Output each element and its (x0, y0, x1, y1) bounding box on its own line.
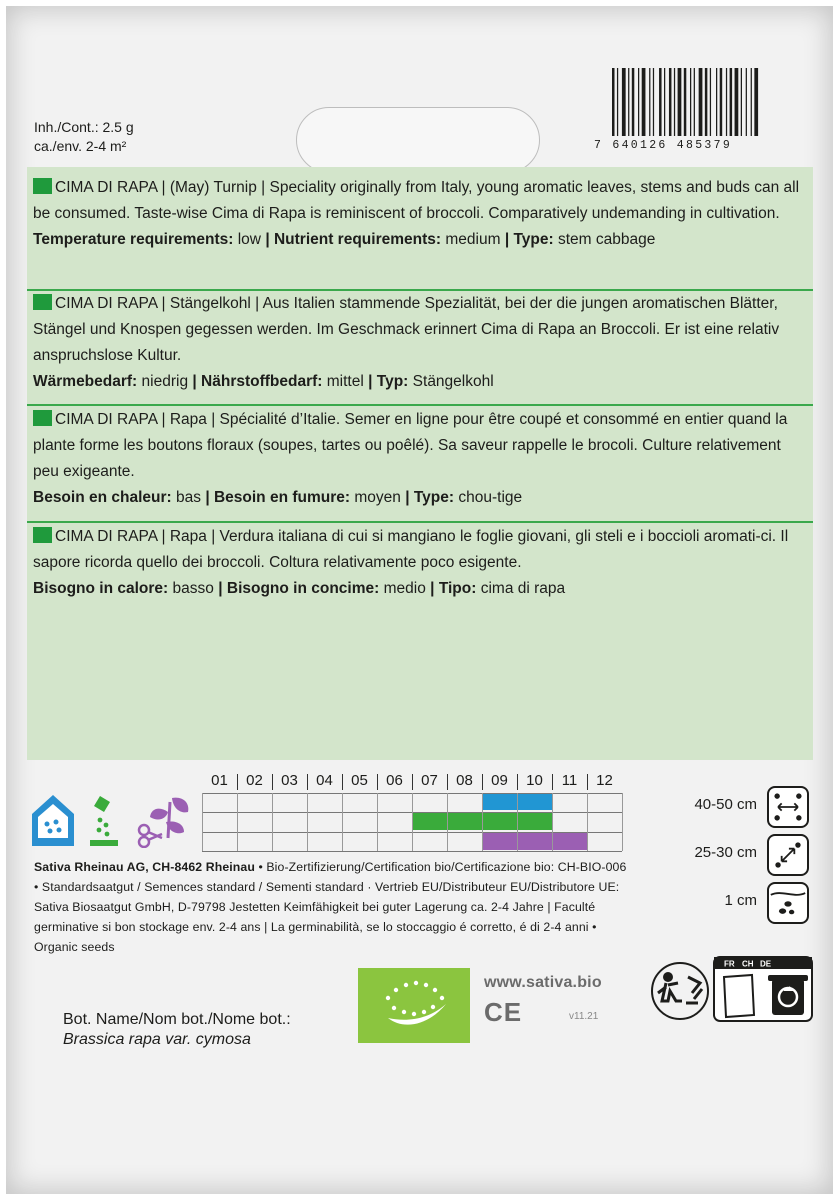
contents-weight: Inh./Cont.: 2.5 g (34, 119, 134, 135)
attr-value: Stängelkohl (412, 373, 494, 390)
section-divider (27, 521, 813, 523)
attr-label: Besoin en chaleur: (33, 489, 172, 506)
calendar-column-line (622, 793, 623, 851)
barcode-bar (638, 68, 639, 136)
version-label: v11.21 (569, 1011, 599, 1022)
triman-icon (652, 963, 708, 1019)
attr-value: low (237, 231, 261, 248)
attr-value: stem cabbage (558, 231, 656, 248)
barcode-bar (741, 68, 742, 136)
month-separator (237, 774, 238, 790)
barcode-bar (690, 68, 691, 136)
legal-body: • Bio-Zertifizierung/Certification bio/Certificazione bio: CH-BIO-006 • Standardsaatgut / Semences standard / Sementi standard · Vertrieb EU/Distributeur EU/Distributore UE: Sativa Biosaatgut GmbH, D-79798 Jestetten Keimfähigkeit bei guter Lagerung ca. 2-4 Jahre | Faculté germinative si bon stockage env. 2-4 ans | La germinabilità, se lo stoccaggio é corretto, é di 2-4 anni • Organic seeds (34, 860, 627, 954)
month-separator (307, 774, 308, 790)
barcode-bar (754, 68, 758, 136)
row-spacing (629, 786, 809, 826)
barcode-bar (699, 68, 703, 136)
barcode-bar (632, 68, 635, 136)
section-body: CIMA DI RAPA | (May) Turnip | Speciality originally from Italy, young aromatic leaves, stems and buds can all be consumed. Taste-wise Cima di Rapa is reminiscent of broccoli. Comparatively undemanding in cultivation. (33, 179, 800, 222)
section-body: CIMA DI RAPA | Rapa | Spécialité d’Italie. Semer en ligne pour être coupé et consommé en entier quand la plante forme les boutons floraux (soupes, tartes ou poêlé). Sa saveur rappelle le brocoli. Culture relativement peu exigeante. (33, 411, 788, 480)
contents-info (34, 118, 134, 156)
harvest-scissors-icon (139, 798, 188, 847)
attr-value: niedrig (141, 373, 189, 390)
month-separator (342, 774, 343, 790)
plant-spacing-icon (767, 834, 809, 876)
green-square-icon (33, 410, 52, 426)
section-italian (33, 524, 807, 602)
barcode-bar (710, 68, 711, 136)
barcode-bar (622, 68, 626, 136)
barcode-bar (694, 68, 695, 136)
calendar-column-line (202, 793, 203, 851)
sowing-depth-value: 1 cm (724, 892, 757, 909)
barcode-bar (735, 68, 739, 136)
barcode-bar (705, 68, 708, 136)
website-link[interactable]: www.sativa.bio (484, 974, 602, 991)
green-square-icon (33, 527, 52, 543)
calendar-column-line (377, 793, 378, 851)
barcode-bar (674, 68, 675, 136)
month-separator (272, 774, 273, 790)
barcode-bar (653, 68, 654, 136)
barcode-bar (730, 68, 733, 136)
calendar-column-line (412, 793, 413, 851)
recycle-bin-icon (768, 975, 808, 1015)
section-attributes: Besoin en chaleur: bas | Besoin en fumure: moyen | Type: chou-tige (33, 489, 523, 506)
barcode-digits: 7 640126 485379 (594, 139, 794, 152)
calendar-column-line (447, 793, 448, 851)
section-body: CIMA DI RAPA | Rapa | Verdura italiana di cui si mangiano le foglie giovani, gli steli e i boccioli aromati-ci. Il sapore ricorda quello dei broccoli. Coltura relativamente poco esigente. (33, 528, 789, 571)
section-french (33, 407, 807, 511)
harvest-bar (482, 833, 587, 850)
barcode-bar (659, 68, 662, 136)
month-separator (587, 774, 588, 790)
barcode-bar (678, 68, 682, 136)
month-label: 01 (211, 772, 228, 789)
barcode-bar (617, 68, 618, 136)
month-separator (412, 774, 413, 790)
green-square-icon (33, 178, 52, 194)
month-separator (482, 774, 483, 790)
row-spacing-icon (767, 786, 809, 828)
month-label: 04 (316, 772, 333, 789)
barcode-bar (628, 68, 629, 136)
attr-label: Besoin en fumure: (213, 489, 351, 506)
section-german (33, 291, 807, 395)
calendar-column-line (272, 793, 273, 851)
attr-label: Nährstoffbedarf: (201, 373, 323, 390)
calendar-column-line (342, 793, 343, 851)
company-name: Sativa Rheinau AG, CH-8462 Rheinau (34, 860, 255, 874)
paper-packet-icon (724, 975, 754, 1017)
calendar-column-line (307, 793, 308, 851)
month-label: 12 (596, 772, 613, 789)
barcode-bar (649, 68, 650, 136)
month-label: 06 (386, 772, 403, 789)
recycling-info (648, 953, 814, 1025)
barcode-bar (751, 68, 752, 136)
attr-label: Type: (513, 231, 554, 248)
sowing-depth-icon (767, 882, 809, 924)
attr-value: moyen (354, 489, 401, 506)
calendar-column-line (587, 793, 588, 851)
month-label: 07 (421, 772, 438, 789)
section-attributes: Bisogno in calore: basso | Bisogno in concime: medio | Tipo: cima di rapa (33, 580, 566, 597)
calendar-column-line (482, 793, 483, 851)
section-attributes: Wärmebedarf: niedrig | Nährstoffbedarf: mittel | Typ: Stängelkohl (33, 373, 494, 390)
outdoor-sowing-icon (90, 796, 118, 846)
attr-value: mittel (326, 373, 364, 390)
row-spacing-value: 40-50 cm (694, 796, 757, 813)
barcode-bar (612, 68, 615, 136)
attr-label: Type: (413, 489, 455, 506)
month-label: 08 (456, 772, 473, 789)
sowing-depth (629, 882, 809, 922)
month-label: 11 (561, 772, 578, 789)
barcode-bar (726, 68, 727, 136)
botanical-name: Brassica rapa var. cymosa (63, 1031, 251, 1048)
attr-value: medio (383, 580, 426, 597)
recycle-label-de: DE (760, 959, 772, 969)
barcode-bar (664, 68, 665, 136)
barcode-bar (716, 68, 717, 136)
attr-label: Bisogno in calore: (33, 580, 169, 597)
plant-spacing (629, 834, 809, 874)
attr-label: Wärmebedarf: (33, 373, 138, 390)
hang-hole (296, 107, 540, 173)
month-separator (552, 774, 553, 790)
month-label: 09 (491, 772, 508, 789)
plant-spacing-value: 25-30 cm (694, 844, 757, 861)
month-label: 05 (351, 772, 368, 789)
attr-value: bas (176, 489, 201, 506)
calendar-column-line (237, 793, 238, 851)
greenhouse-sowing-icon (32, 795, 74, 846)
month-separator (377, 774, 378, 790)
barcode-bar (684, 68, 687, 136)
section-body: CIMA DI RAPA | Stängelkohl | Aus Italien stammende Spezialität, bei der die jungen aromatischen Blätter, Stängel und Knospen gegessen werden. Im Geschmack erinnert Cima di Rapa an Broccoli. Er ist eine relativ anspruchslose Kultur. (33, 295, 780, 364)
calendar-icons (30, 792, 195, 848)
month-label: 02 (246, 772, 263, 789)
attr-label: Temperature requirements: (33, 231, 234, 248)
description-panel (27, 167, 813, 760)
section-english (33, 175, 807, 253)
attr-label: Tipo: (438, 580, 477, 597)
barcode-bar (720, 68, 723, 136)
attr-value: chou-tige (458, 489, 523, 506)
recycle-label-fr: FR (724, 959, 735, 969)
recycle-label-ch: CH (742, 959, 754, 969)
attr-label: Bisogno in concime: (226, 580, 380, 597)
barcode-bar (642, 68, 646, 136)
month-separator (517, 774, 518, 790)
eu-organic-logo (358, 968, 470, 1043)
calendar-row-line (202, 851, 622, 852)
legal-text (34, 857, 634, 957)
botanical-name-label: Bot. Name/Nom bot./Nome bot.: (63, 1011, 291, 1028)
month-label: 10 (526, 772, 543, 789)
barcode-bar (746, 68, 747, 136)
calendar-column-line (517, 793, 518, 851)
attr-label: Typ: (376, 373, 409, 390)
attr-value: basso (172, 580, 214, 597)
attr-value: medium (445, 231, 501, 248)
barcode-bar (669, 68, 672, 136)
attr-value: cima di rapa (480, 580, 566, 597)
contents-area: ca./env. 2-4 m² (34, 138, 127, 154)
attr-label: Nutrient requirements: (273, 231, 442, 248)
section-divider (27, 404, 813, 406)
section-attributes: Temperature requirements: low | Nutrient requirements: medium | Type: stem cabbage (33, 231, 656, 248)
month-label: 03 (281, 772, 298, 789)
ce-mark: CE (484, 997, 523, 1027)
month-separator (447, 774, 448, 790)
calendar-column-line (552, 793, 553, 851)
calendar-grid (202, 793, 622, 853)
green-square-icon (33, 294, 52, 310)
